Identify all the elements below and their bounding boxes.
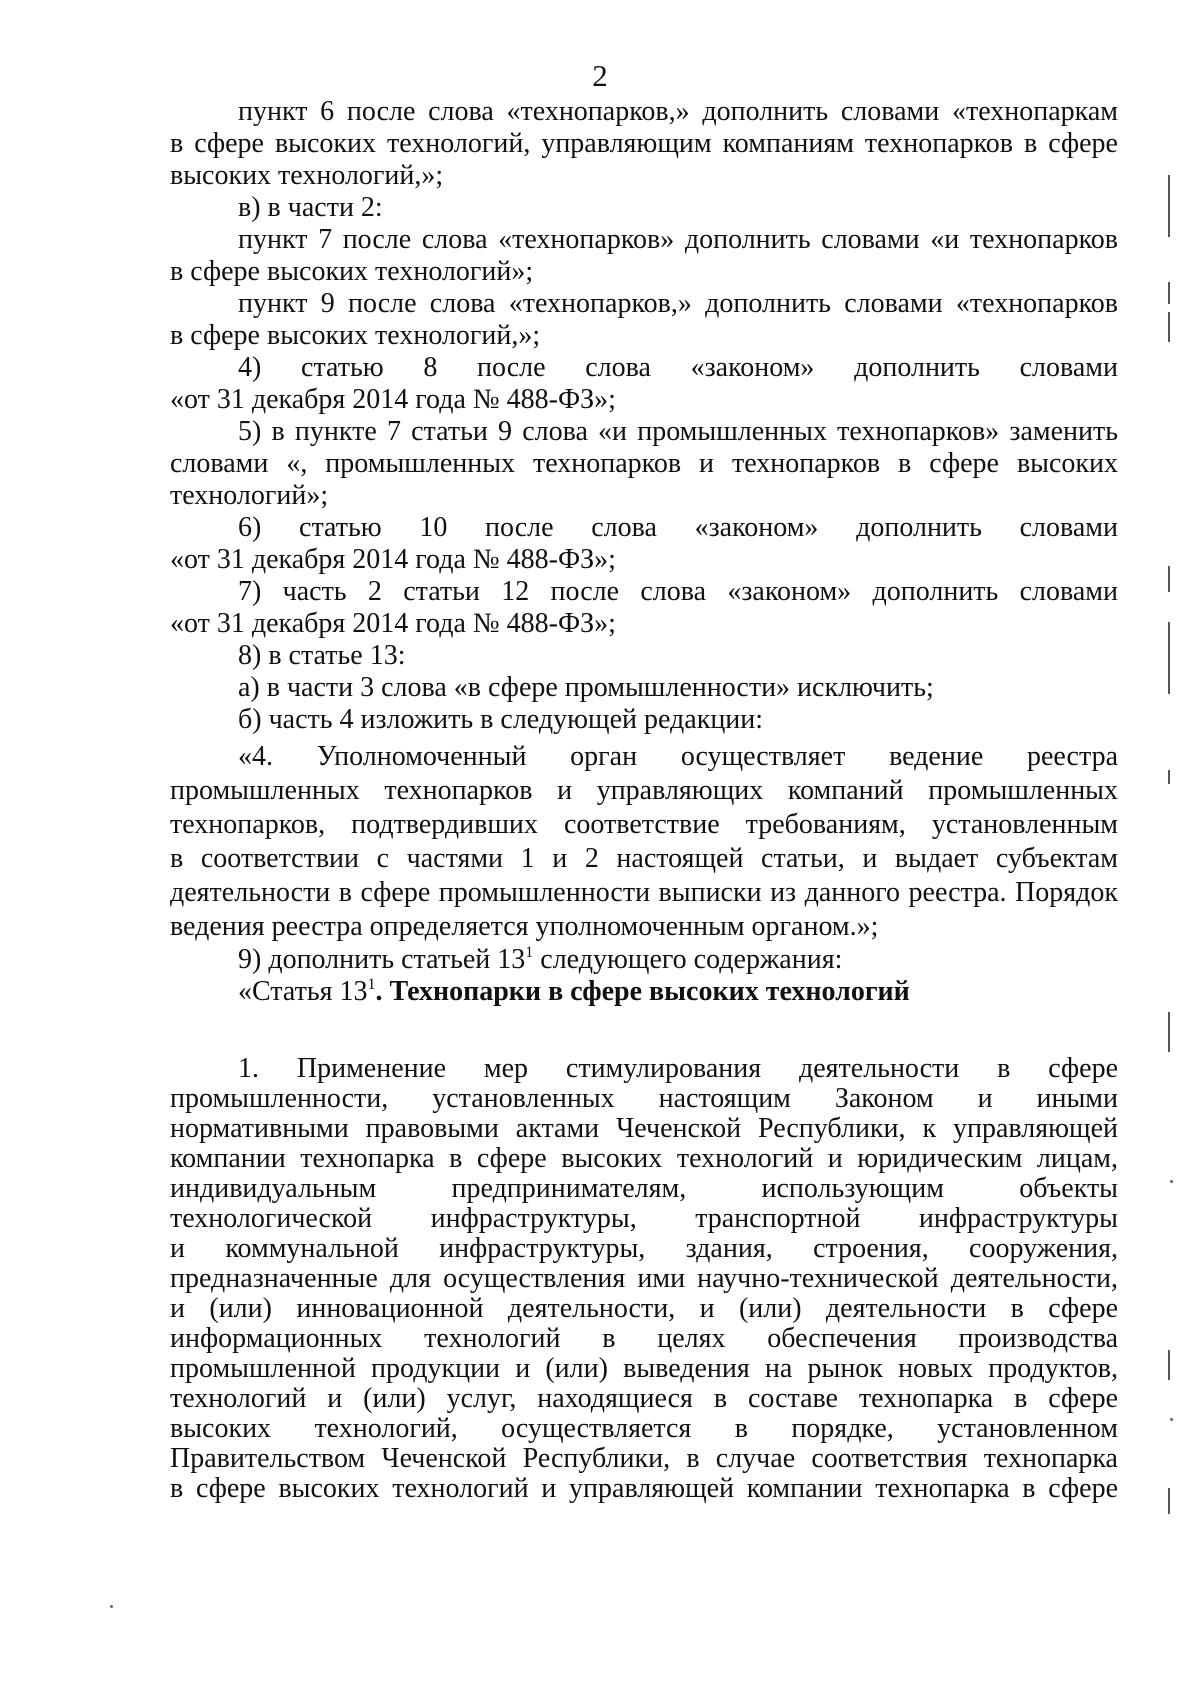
- article-point-1: [170, 1054, 1118, 1504]
- text-line: в) в части 2:: [238, 192, 383, 223]
- text-line: ведения реестра определяется уполномоченным органом.»;: [170, 911, 879, 942]
- amendment-list: [170, 96, 1118, 944]
- text-line: пункт 6 после слова «технопарков,» дополнить словами «технопаркам: [238, 96, 1118, 127]
- article-title: Технопарки в сфере высоких технологий: [389, 976, 910, 1007]
- scan-margin-mark: [1168, 1488, 1170, 1514]
- text-line: в сфере высоких технологий»;: [170, 256, 534, 287]
- scan-margin-mark: [1168, 770, 1170, 784]
- text-line: индивидуальным предпринимателям, использующим объекты: [170, 1173, 1118, 1204]
- item-9-line: 9) дополнить статьей $13^1$ следующего содержания:: [238, 944, 843, 975]
- text-line: деятельности в сфере промышленности выписки из данного реестра. Порядок: [170, 877, 1118, 908]
- text-line: «от 31 декабря 2014 года № 488-ФЗ»;: [170, 544, 616, 575]
- text-line: и (или) инновационной деятельности, и (или) деятельности в сфере: [170, 1293, 1118, 1324]
- scan-margin-mark: [1168, 1350, 1170, 1380]
- text-line: высоких технологий,»;: [170, 160, 444, 191]
- text-line: «4. Уполномоченный орган осуществляет ведение реестра: [238, 741, 1118, 772]
- text-line: компании технопарка в сфере высоких технологий и юридическим лицам,: [170, 1143, 1118, 1174]
- text-line: 4) статью 8 после слова «законом» дополнить словами: [238, 352, 1118, 383]
- text-line: 5) в пункте 7 статьи 9 слова «и промышленных технопарков» заменить: [238, 416, 1118, 447]
- scan-speck: [1170, 1180, 1173, 1183]
- text-line: технопарков, подтвердивших соответствие требованиям, установленным: [170, 809, 1118, 840]
- text-line: информационных технологий в целях обеспечения производства: [170, 1323, 1118, 1354]
- text-line: «от 31 декабря 2014 года № 488-ФЗ»;: [170, 384, 616, 415]
- text-line: технологий и (или) услуг, находящиеся в составе технопарка в сфере: [170, 1383, 1118, 1414]
- text-line: пункт 9 после слова «технопарков,» дополнить словами «технопарков: [238, 288, 1118, 319]
- text-line: 6) статью 10 после слова «законом» дополнить словами: [238, 512, 1118, 543]
- text-line: «от 31 декабря 2014 года № 488-ФЗ»;: [170, 608, 616, 639]
- text-line: технологической инфраструктуры, транспортной инфраструктуры: [170, 1203, 1118, 1234]
- scan-margin-mark: [1168, 175, 1170, 237]
- text-line: 1. Применение мер стимулирования деятельности в сфере: [238, 1053, 1118, 1084]
- text-line: а) в части 3 слова «в сфере промышленности» исключить;: [238, 672, 934, 703]
- text-line: промышленности, установленных настоящим Законом и иными: [170, 1083, 1118, 1114]
- text-line: в сфере высоких технологий, управляющим компаниям технопарков в сфере: [170, 128, 1118, 159]
- text-line: предназначенные для осуществления ими научно-технической деятельности,: [170, 1263, 1118, 1294]
- text-line: в соответствии с частями 1 и 2 настоящей статьи, и выдает субъектам: [170, 843, 1118, 874]
- text-line: технологий»;: [170, 480, 329, 511]
- scan-margin-mark: [1168, 282, 1170, 304]
- text-line: пункт 7 после слова «технопарков» дополнить словами «и технопарков: [238, 224, 1118, 255]
- text-line: промышленных технопарков и управляющих компаний промышленных: [170, 775, 1118, 806]
- scan-margin-mark: [1168, 566, 1170, 592]
- article-heading: «Статья $13^1$. Технопарки в сфере высоких технологий: [238, 976, 910, 1007]
- text-line: словами «, промышленных технопарков и технопарков в сфере высоких: [170, 448, 1118, 479]
- text-line: промышленной продукции и (или) выведения на рынок новых продуктов,: [170, 1353, 1118, 1384]
- scan-margin-mark: [1168, 622, 1170, 694]
- text-line: нормативными правовыми актами Чеченской Республики, к управляющей: [170, 1113, 1118, 1144]
- text-line: 8) в статье 13:: [238, 640, 406, 671]
- scan-speck: [1170, 1418, 1173, 1421]
- scan-speck: [110, 1605, 113, 1608]
- text-line: 7) часть 2 статьи 12 после слова «законом» дополнить словами: [238, 576, 1118, 607]
- scan-margin-mark: [1168, 1012, 1170, 1052]
- text-line: Правительством Чеченской Республики, в случае соответствия технопарка: [170, 1443, 1118, 1474]
- text-line: в сфере высоких технологий и управляющей компании технопарка в сфере: [170, 1473, 1118, 1504]
- document-body: [170, 96, 1118, 1504]
- text-line: высоких технологий, осуществляется в порядке, установленном: [170, 1413, 1118, 1444]
- page-number: 2: [592, 58, 608, 93]
- text-line: б) часть 4 изложить в следующей редакции:: [238, 704, 764, 735]
- scan-margin-mark: [1168, 312, 1170, 342]
- text-line: и коммунальной инфраструктуры, здания, строения, сооружения,: [170, 1233, 1118, 1264]
- text-line: в сфере высоких технологий,»;: [170, 320, 541, 351]
